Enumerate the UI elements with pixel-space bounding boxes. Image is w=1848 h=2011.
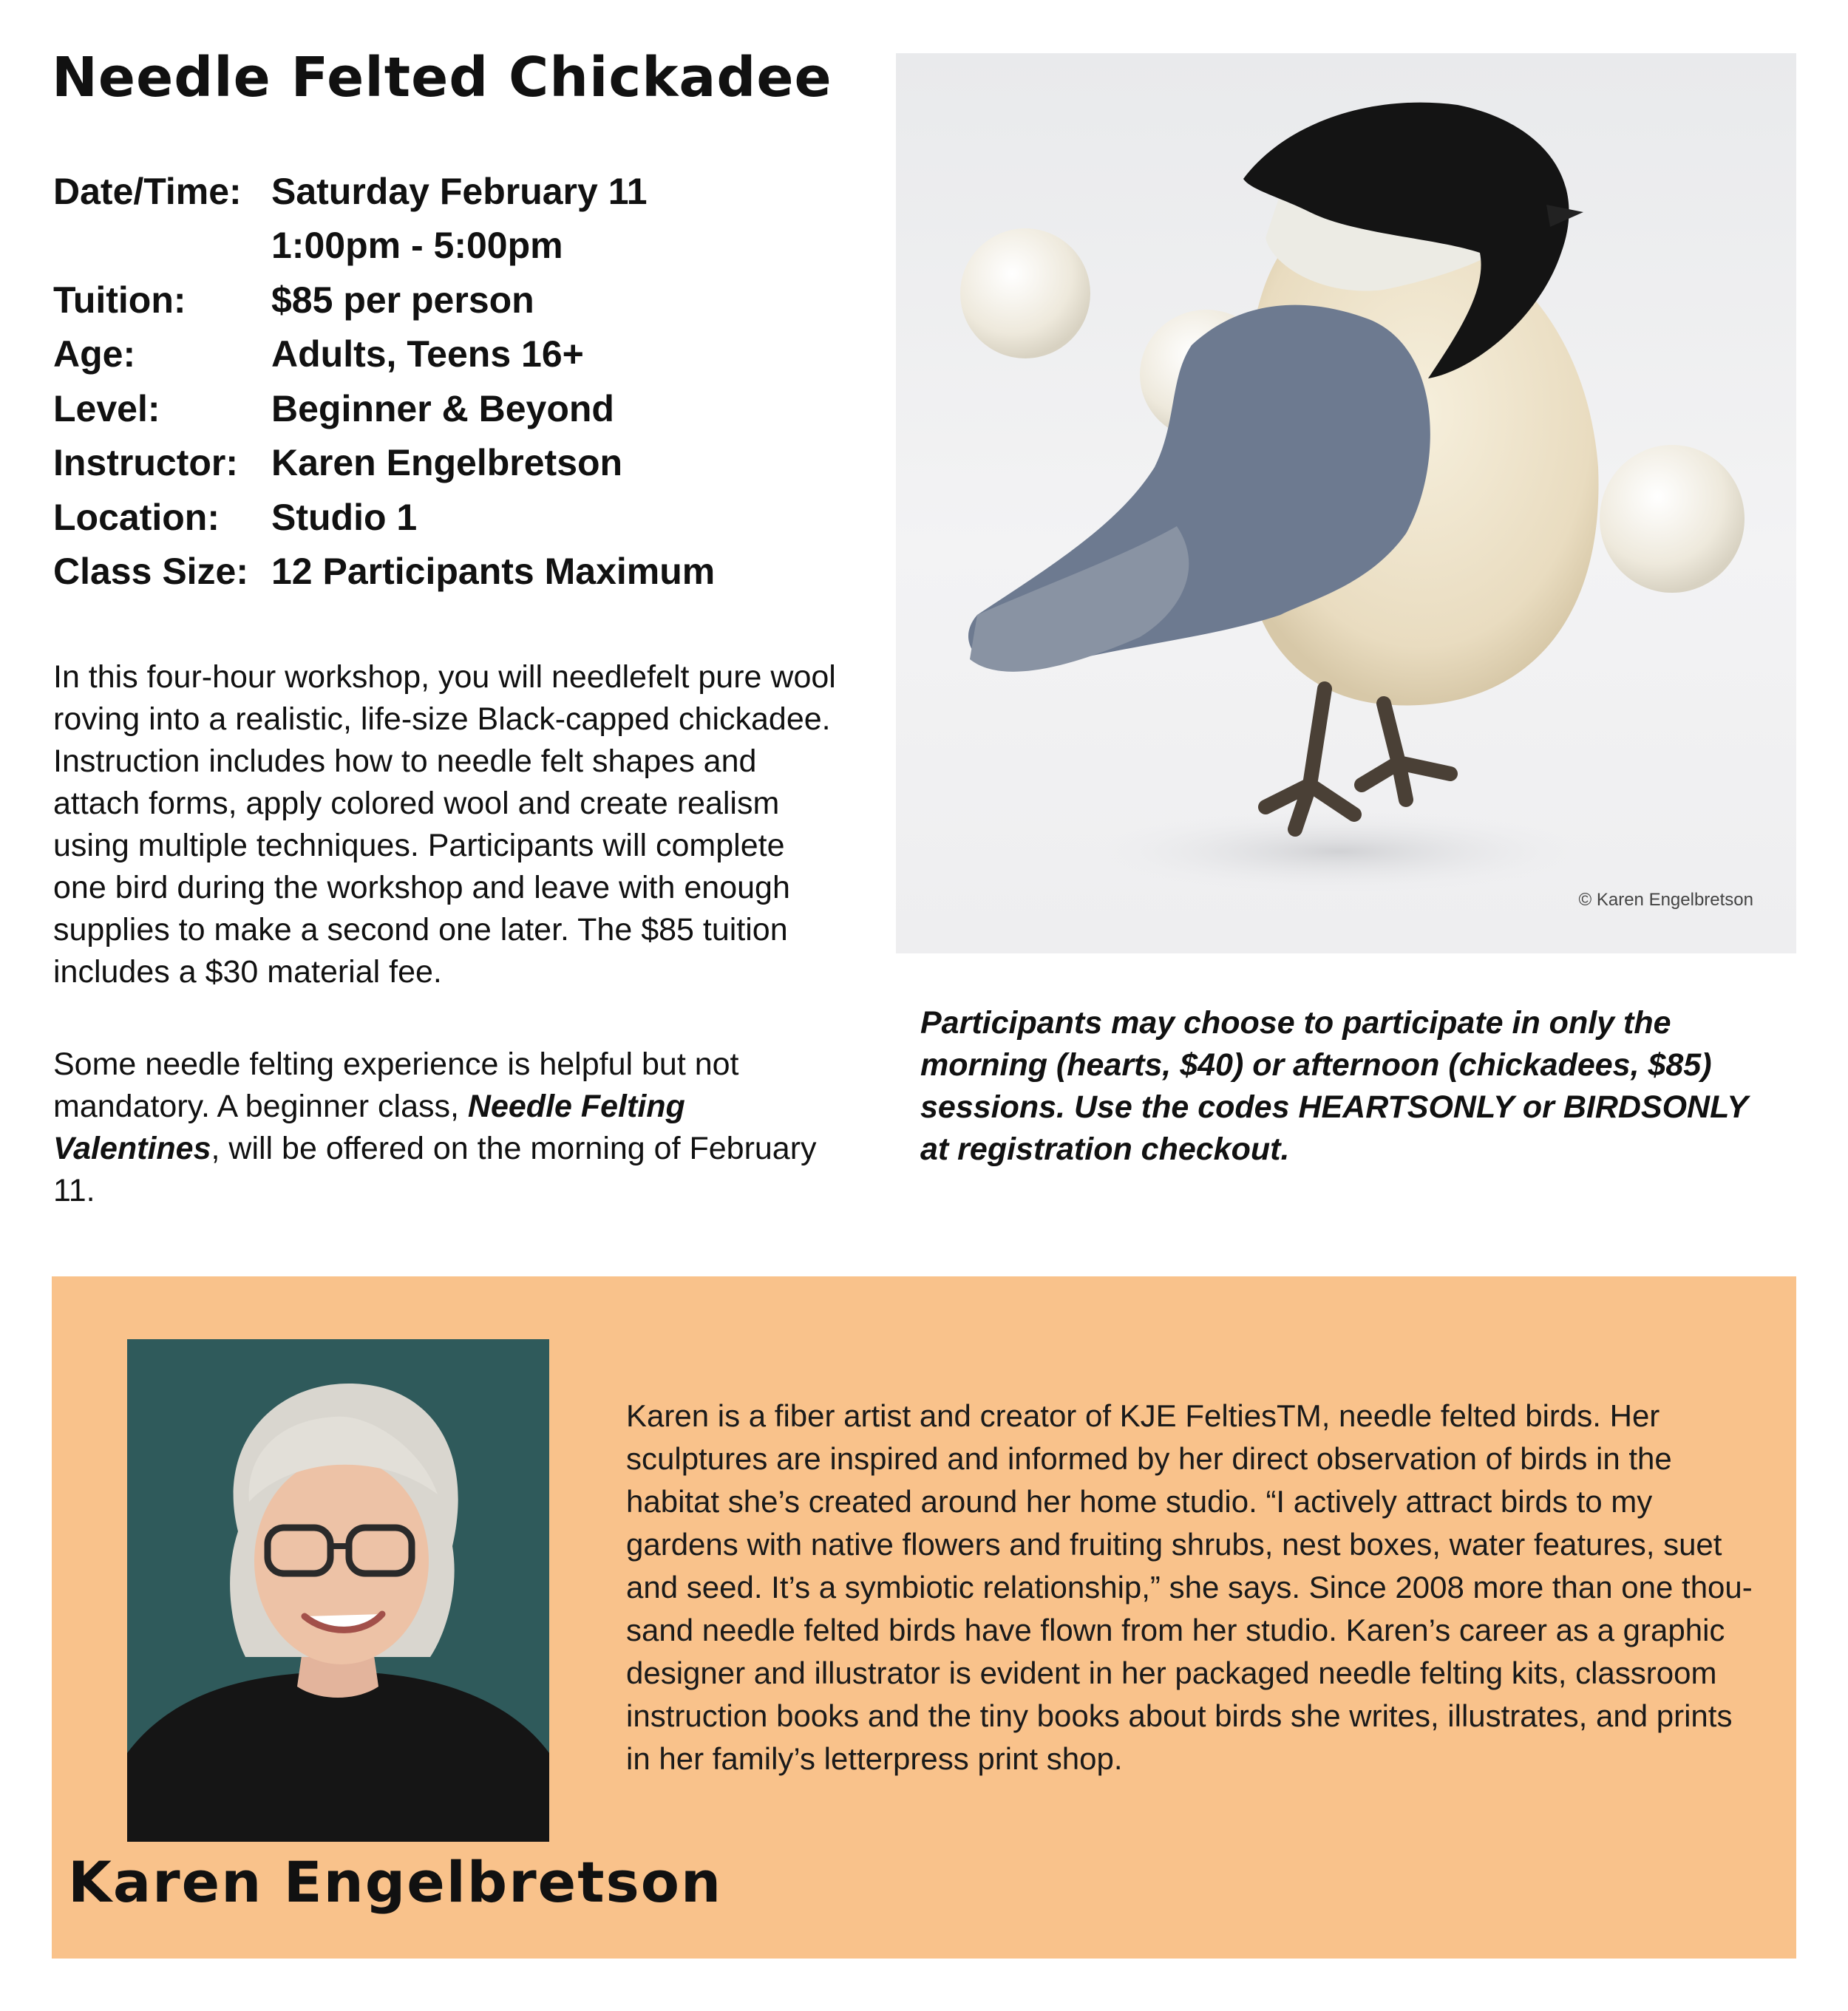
portrait-face — [254, 1457, 429, 1664]
shadow — [1095, 811, 1583, 892]
detail-value: 1:00pm - 5:00pm — [271, 225, 563, 267]
session-note: Participants may choose to participate in only the morning (hearts, $40) or afternoon (chickadees, $85) sessions. Use the codes HEARTSONLY or BIRDSONLY at registration checkout. — [920, 1005, 1748, 1167]
chickadee-photo — [896, 53, 1796, 953]
detail-row-time — [53, 219, 852, 273]
detail-value: Adults, Teens 16+ — [271, 333, 584, 375]
class-details — [53, 164, 852, 599]
detail-value: Karen Engelbretson — [271, 442, 623, 484]
chickadee-illustration — [896, 53, 1796, 953]
detail-value: Studio 1 — [271, 496, 418, 538]
detail-label: Instructor: — [53, 442, 238, 484]
detail-label: Level: — [53, 387, 160, 429]
instructor-portrait — [127, 1339, 549, 1842]
workshop-description: In this four-hour workshop, you will needlefelt pure wool roving into a realistic, life-size Black-capped chickadee. Instruction includes how to needle felt shapes and attach forms, apply colored wool and create realism using multiple techniques. Participants will complete one bird during the workshop and leave with enough supplies to make a second one later. The $85 tuition includes a $30 material fee. — [53, 659, 836, 990]
detail-label: Tuition: — [53, 279, 186, 321]
experience-note — [53, 1044, 844, 1212]
detail-label: Location: — [53, 496, 220, 538]
detail-label: Class Size: — [53, 551, 249, 593]
detail-label: Age: — [53, 333, 136, 375]
detail-value: Beginner & Beyond — [271, 387, 614, 429]
felt-ball — [1600, 445, 1745, 593]
detail-row-level — [53, 381, 852, 436]
detail-row-location — [53, 490, 852, 545]
detail-value: Saturday February 11 — [271, 170, 648, 212]
page-title: Needle Felted Chickadee — [52, 46, 832, 109]
detail-value: 12 Participants Maximum — [271, 551, 716, 593]
experience-text-before: Some needle felting experience is helpful but not mandatory. A beginner class, — [53, 1047, 739, 1124]
detail-row-class-size — [53, 545, 852, 599]
beginner-class-name: Needle Felting Valentines — [53, 1089, 685, 1166]
photo-credit: © Karen Engelbretson — [1578, 890, 1753, 910]
instructor-bio: Karen is a fiber artist and creator of KJE FeltiesTM, needle felted birds. Her sculptures are inspired and informed by her direct observation of birds in the habitat she’s created around her home studio. “I actively attract birds to my gardens with native flowers and fruiting shrubs, nest boxes, water features, suet and seed. It’s a symbiotic relationship,” she says. Since 2008 more than one thou-sand needle felted birds have flown from her studio. Karen’s career as a graphic designer and illustrator is evident in her packaged needle felting kits, classroom instruction books and the tiny books about birds she writes, illustrates, and prints in her family’s letterpress print shop. — [626, 1398, 1753, 1776]
detail-label: Date/Time: — [53, 170, 242, 212]
bird-leg — [1362, 704, 1450, 800]
detail-row-date — [53, 164, 852, 219]
experience-text-after: , will be offered on the morning of February 11. — [53, 1131, 817, 1208]
portrait-illustration — [127, 1339, 549, 1842]
bird-leg — [1266, 689, 1354, 829]
instructor-bio-panel — [52, 1276, 1796, 1959]
detail-row-instructor — [53, 436, 852, 491]
instructor-name: Karen Engelbretson — [68, 1849, 723, 1915]
detail-row-age — [53, 327, 852, 382]
detail-value: $85 per person — [271, 279, 534, 321]
detail-row-tuition — [53, 273, 852, 327]
felt-ball — [960, 228, 1090, 358]
